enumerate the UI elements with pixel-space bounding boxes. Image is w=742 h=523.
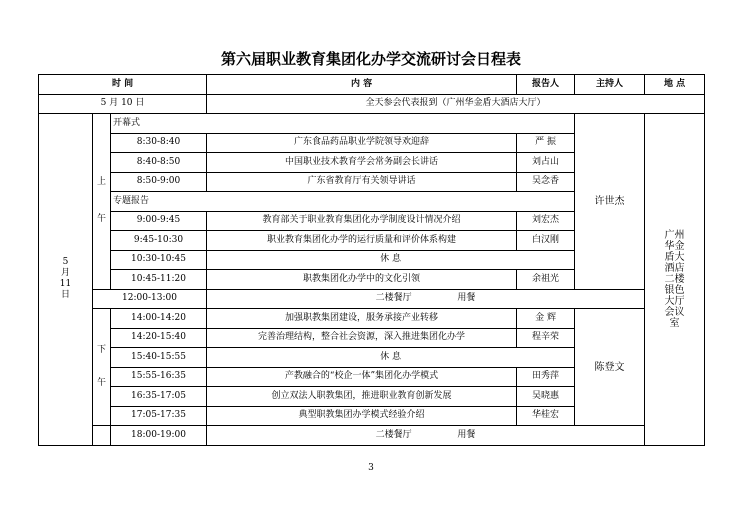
row-content: 典型职教集团办学模式经验介绍 [207,406,517,426]
row-content: 加强职教集团建设，服务承接产业转移 [207,309,517,329]
row-time: 10:30-10:45 [111,250,207,270]
dinner-spacer [93,426,111,446]
dinner-time: 18:00-19:00 [111,426,207,446]
row-reporter: 华桂宏 [517,406,575,426]
schedule-table [38,74,705,446]
row-time: 15:55-16:35 [111,367,207,387]
row-time: 16:35-17:05 [111,387,207,407]
row-content: 产教融合的“校企一体”集团化办学模式 [207,367,517,387]
keynote-label: 专题报告 [111,192,575,212]
venue-line: 银色 [664,284,685,296]
header-time: 时 间 [39,75,207,95]
morning-char: 上 [96,177,106,188]
row-content: 教育部关于职业教育集团化办学制度设计情况介绍 [207,211,517,231]
page-title: 第六届职业教育集团化办学交流研讨会日程表 [220,50,521,68]
row-content: 职业教育集团化办学的运行质量和评价体系构建 [207,231,517,251]
venue-line: 盾大 [664,251,685,263]
day2-date-line: 日 [60,290,70,301]
row-reporter: 程辛荣 [517,328,575,348]
page-number: 3 [368,463,374,473]
opening-label-row [39,114,705,134]
opening-label: 开幕式 [111,114,575,134]
row-time: 9:45-10:30 [111,231,207,251]
row-time: 15:40-15:55 [111,348,207,368]
row-content: 完善治理结构，整合社会资源，深入推进集团化办学 [207,328,517,348]
morning-label [93,114,111,290]
venue-line: 室 [669,317,680,329]
row-time: 10:45-11:20 [111,270,207,290]
day2-date-line: 11 [59,279,72,290]
afternoon-host: 陈登文 [575,309,645,426]
dinner-meal: 用餐 [457,429,476,440]
row-reporter: 金 辉 [517,309,575,329]
lunch-place: 二楼餐厅 [375,293,412,304]
header-content: 内 容 [207,75,517,95]
header-host: 主持人 [575,75,645,95]
lunch-meal: 用餐 [457,293,476,304]
venue-line: 大厅 [664,295,685,307]
venue-line: 酒店 [664,262,685,274]
day2-date [39,114,93,446]
row-reporter: 严 振 [517,133,575,153]
row-reporter: 田秀萍 [517,367,575,387]
day1-row [39,94,705,114]
row-time: 14:20-15:40 [111,328,207,348]
venue-line: 广州 [664,229,685,241]
row-reporter: 吴念香 [517,172,575,192]
day2-date-line: 月 [60,268,70,279]
row-reporter: 白汉刚 [517,231,575,251]
row-reporter: 刘宏杰 [517,211,575,231]
break-content: 休 息 [207,250,575,270]
row-content: 广东省教育厅有关领导讲话 [207,172,517,192]
break-content: 休 息 [207,348,575,368]
row-content: 广东食品药品职业学院领导欢迎辞 [207,133,517,153]
row-time: 14:00-14:20 [111,309,207,329]
row-reporter: 余祖光 [517,270,575,290]
venue [645,114,705,446]
row-time: 17:05-17:35 [111,406,207,426]
afternoon-char: 下 [96,345,106,355]
header-reporter: 报告人 [517,75,575,95]
table-row [39,309,705,329]
row-time: 9:00-9:45 [111,211,207,231]
row-reporter: 吴晓惠 [517,387,575,407]
header-row [39,75,705,95]
lunch-content [207,289,645,309]
morning-host: 许世杰 [575,114,645,290]
dinner-row [39,426,705,446]
row-content: 职教集团化办学中的文化引领 [207,270,517,290]
dinner-content [207,426,645,446]
row-reporter: 刘占山 [517,153,575,173]
day1-date: 5 月 10 日 [39,94,207,114]
header-venue: 地 点 [645,75,705,95]
venue-line: 会议 [664,306,685,318]
row-time: 8:40-8:50 [111,153,207,173]
day2-date-line: 5 [62,257,69,268]
morning-char: 午 [96,214,106,225]
day1-content: 全天参会代表报到（广州华金盾大酒店大厅） [207,94,705,114]
venue-line: 二楼 [664,273,685,285]
row-time: 8:30-8:40 [111,133,207,153]
row-content: 中国职业技术教育学会常务副会长讲话 [207,153,517,173]
afternoon-label [93,309,111,426]
venue-line: 华金 [664,240,685,252]
afternoon-char: 午 [96,378,106,388]
dinner-place: 二楼餐厅 [375,429,412,440]
row-time: 8:50-9:00 [111,172,207,192]
lunch-time: 12:00-13:00 [93,289,207,309]
lunch-row [39,289,705,309]
row-content: 创立双法人职教集团，推进职业教育创新发展 [207,387,517,407]
